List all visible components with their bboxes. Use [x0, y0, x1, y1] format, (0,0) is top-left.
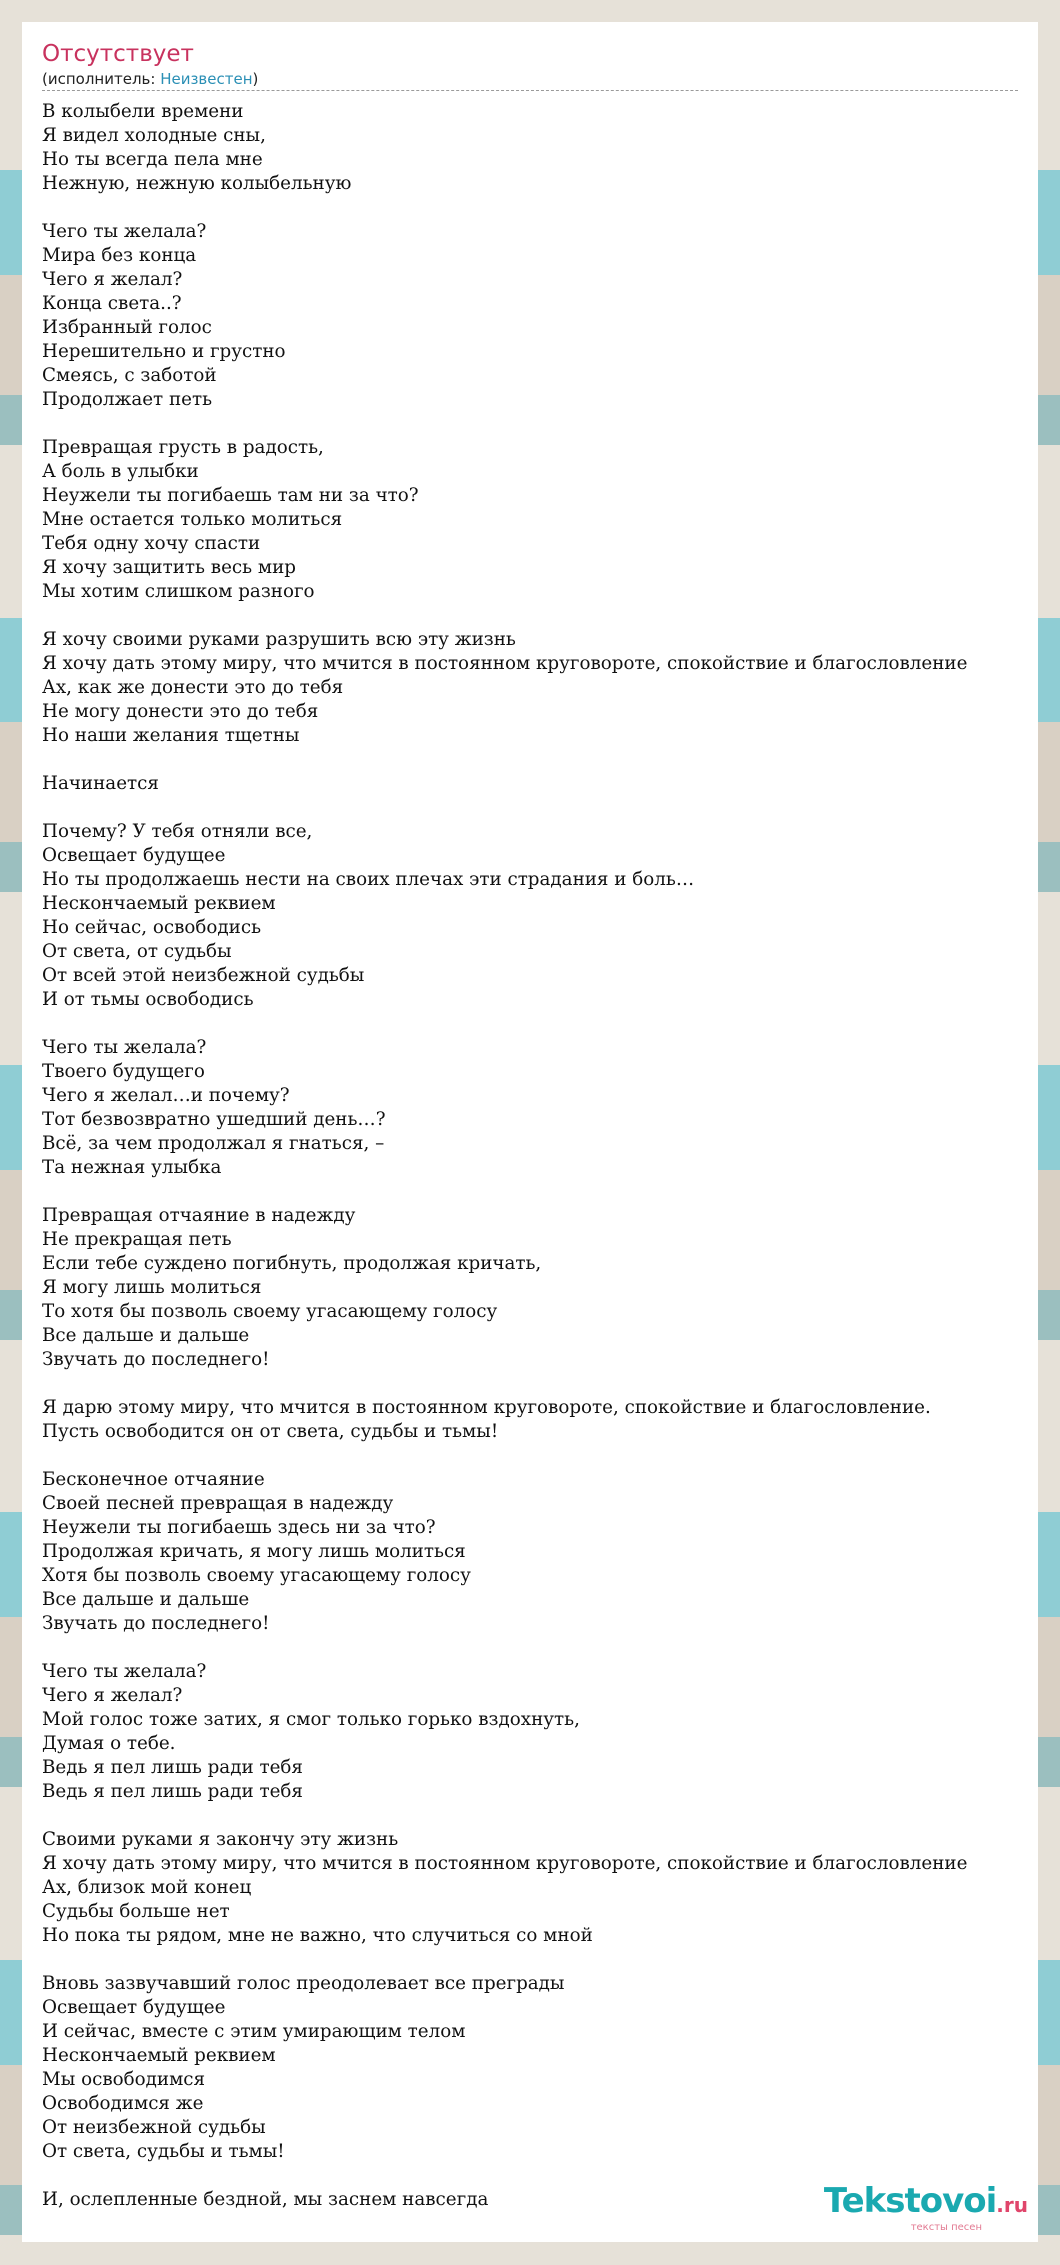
lyric-line: Чего ты желала? [42, 1037, 207, 1058]
lyric-line: Думая о тебе. [42, 1733, 176, 1754]
lyric-line: И, ослепленные бездной, мы заснем навсегда [42, 2189, 489, 2210]
lyric-line: Мы хотим слишком разного [42, 581, 315, 602]
lyric-line: Звучать до последнего! [42, 1613, 270, 1634]
lyric-line: От света, судьбы и тьмы! [42, 2141, 285, 2162]
stanza-break [42, 1948, 1042, 1972]
lyric-line: Твоего будущего [42, 1061, 205, 1082]
lyric-line: Освещает будущее [42, 845, 226, 866]
stanza-break [42, 1804, 1042, 1828]
lyric-line: Я хочу защитить весь мир [42, 557, 296, 578]
stanza-break [42, 796, 1042, 820]
lyric-line: В колыбели времени [42, 101, 244, 122]
artist-line [42, 69, 1018, 91]
lyric-line: Я хочу дать этому миру, что мчится в постоянном круговороте, спокойствие и благословление [42, 653, 968, 674]
lyric-line: Своей песней превращая в надежду [42, 1493, 394, 1514]
lyric-line: Всё, за чем продолжал я гнаться, – [42, 1133, 385, 1154]
lyric-line: Нескончаемый реквием [42, 893, 276, 914]
lyric-line: Не могу донести это до тебя [42, 701, 319, 722]
lyric-line: Пусть освободится он от света, судьбы и тьмы! [42, 1421, 499, 1442]
lyric-line: Все дальше и дальше [42, 1325, 250, 1346]
lyric-line: Ведь я пел лишь ради тебя [42, 1757, 303, 1778]
logo-name: Tekstovoi [823, 2181, 997, 2221]
stanza-break [42, 748, 1042, 772]
lyric-line: Тебя одну хочу спасти [42, 533, 261, 554]
lyric-line: Освещает будущее [42, 1997, 226, 2018]
site-logo[interactable] [823, 2181, 1028, 2234]
stanza-break [42, 1180, 1042, 1204]
lyric-line: Нерешительно и грустно [42, 341, 286, 362]
lyric-line: Судьбы больше нет [42, 1901, 230, 1922]
lyric-line: От света, от судьбы [42, 941, 232, 962]
lyric-line: Мне остается только молиться [42, 509, 343, 530]
lyric-line: Мира без конца [42, 245, 197, 266]
lyric-line: Начинается [42, 773, 159, 794]
lyric-line: И сейчас, вместе с этим умирающим телом [42, 2021, 466, 2042]
lyric-line: Но ты продолжаешь нести на своих плечах эти страдания и боль… [42, 869, 695, 890]
lyric-line: Если тебе суждено погибнуть, продолжая кричать, [42, 1253, 542, 1274]
stanza-break [42, 1444, 1042, 1468]
lyric-line: Хотя бы позволь своему угасающему голосу [42, 1565, 471, 1586]
lyric-line: Я хочу дать этому миру, что мчится в постоянном круговороте, спокойствие и благословление [42, 1853, 968, 1874]
lyric-line: Ах, близок мой конец [42, 1877, 252, 1898]
lyric-line: Неужели ты погибаешь здесь ни за что? [42, 1517, 436, 1538]
lyric-line: От всей этой неизбежной судьбы [42, 965, 365, 986]
lyric-line: Но сейчас, освободись [42, 917, 262, 938]
lyric-line: Неужели ты погибаешь там ни за что? [42, 485, 419, 506]
song-title: Отсутствует [42, 41, 194, 67]
stanza-break [42, 412, 1042, 436]
lyric-line: Ведь я пел лишь ради тебя [42, 1781, 303, 1802]
lyric-line: Освободимся же [42, 2093, 204, 2114]
lyrics-card [22, 22, 1038, 2242]
lyric-line: Чего я желал? [42, 269, 183, 290]
stanza-break [42, 196, 1042, 220]
lyric-line: А боль в улыбки [42, 461, 199, 482]
lyric-line: Звучать до последнего! [42, 1349, 270, 1370]
lyric-line: Своими руками я закончу эту жизнь [42, 1829, 399, 1850]
artist-suffix: ) [252, 70, 259, 88]
stanza-break [42, 1012, 1042, 1036]
lyric-line: Нескончаемый реквием [42, 2045, 276, 2066]
stanza-break [42, 604, 1042, 628]
logo-tld: .ru [996, 2193, 1028, 2217]
lyric-line: Конца света..? [42, 293, 182, 314]
lyric-line: Избранный голос [42, 317, 212, 338]
lyric-line: Чего ты желала? [42, 221, 207, 242]
lyric-line: Но ты всегда пела мне [42, 149, 263, 170]
stanza-break [42, 1636, 1042, 1660]
lyric-line: Почему? У тебя отняли все, [42, 821, 313, 842]
lyric-line: Я хочу своими руками разрушить всю эту жизнь [42, 629, 516, 650]
lyric-line: Мы освободимся [42, 2069, 206, 2090]
lyric-line: Смеясь, с заботой [42, 365, 217, 386]
lyric-line: Я дарю этому миру, что мчится в постоянном круговороте, спокойствие и благословление. [42, 1397, 931, 1418]
logo-tagline: тексты песен [910, 2222, 982, 2233]
lyric-line: Но пока ты рядом, мне не важно, что случиться со мной [42, 1925, 593, 1946]
lyric-line: То хотя бы позволь своему угасающему голосу [42, 1301, 498, 1322]
lyric-line: Вновь зазвучавший голос преодолевает все преграды [42, 1973, 565, 1994]
lyric-line: Продолжает петь [42, 389, 213, 410]
lyric-line: Я могу лишь молиться [42, 1277, 262, 1298]
lyric-line: Та нежная улыбка [42, 1157, 222, 1178]
lyric-line: От неизбежной судьбы [42, 2117, 266, 2138]
lyric-line: Все дальше и дальше [42, 1589, 250, 1610]
lyric-line: Превращая отчаяние в надежду [42, 1205, 356, 1226]
lyric-line: И от тьмы освободись [42, 989, 254, 1010]
lyric-line: Чего я желал…и почему? [42, 1085, 290, 1106]
lyric-line: Чего ты желала? [42, 1661, 207, 1682]
lyric-line: Нежную, нежную колыбельную [42, 173, 352, 194]
stanza-break [42, 1372, 1042, 1396]
lyric-line: Тот безвозвратно ушедший день…? [42, 1109, 386, 1130]
logo-wordmark [823, 2181, 1028, 2222]
artist-link[interactable]: Неизвестен [160, 70, 253, 88]
lyric-line: Я видел холодные сны, [42, 125, 266, 146]
artist-prefix: (исполнитель: [42, 70, 161, 88]
lyric-line: Ах, как же донести это до тебя [42, 677, 344, 698]
lyric-line: Превращая грусть в радость, [42, 437, 324, 458]
lyric-line: Но наши желания тщетны [42, 725, 300, 746]
lyric-line: Чего я желал? [42, 1685, 183, 1706]
lyric-line: Мой голос тоже затих, я смог только горько вздохнуть, [42, 1709, 580, 1730]
lyric-line: Не прекращая петь [42, 1229, 232, 1250]
lyric-line: Бесконечное отчаяние [42, 1469, 265, 1490]
lyric-line: Продолжая кричать, я могу лишь молиться [42, 1541, 466, 1562]
lyrics-text [42, 100, 1042, 2212]
